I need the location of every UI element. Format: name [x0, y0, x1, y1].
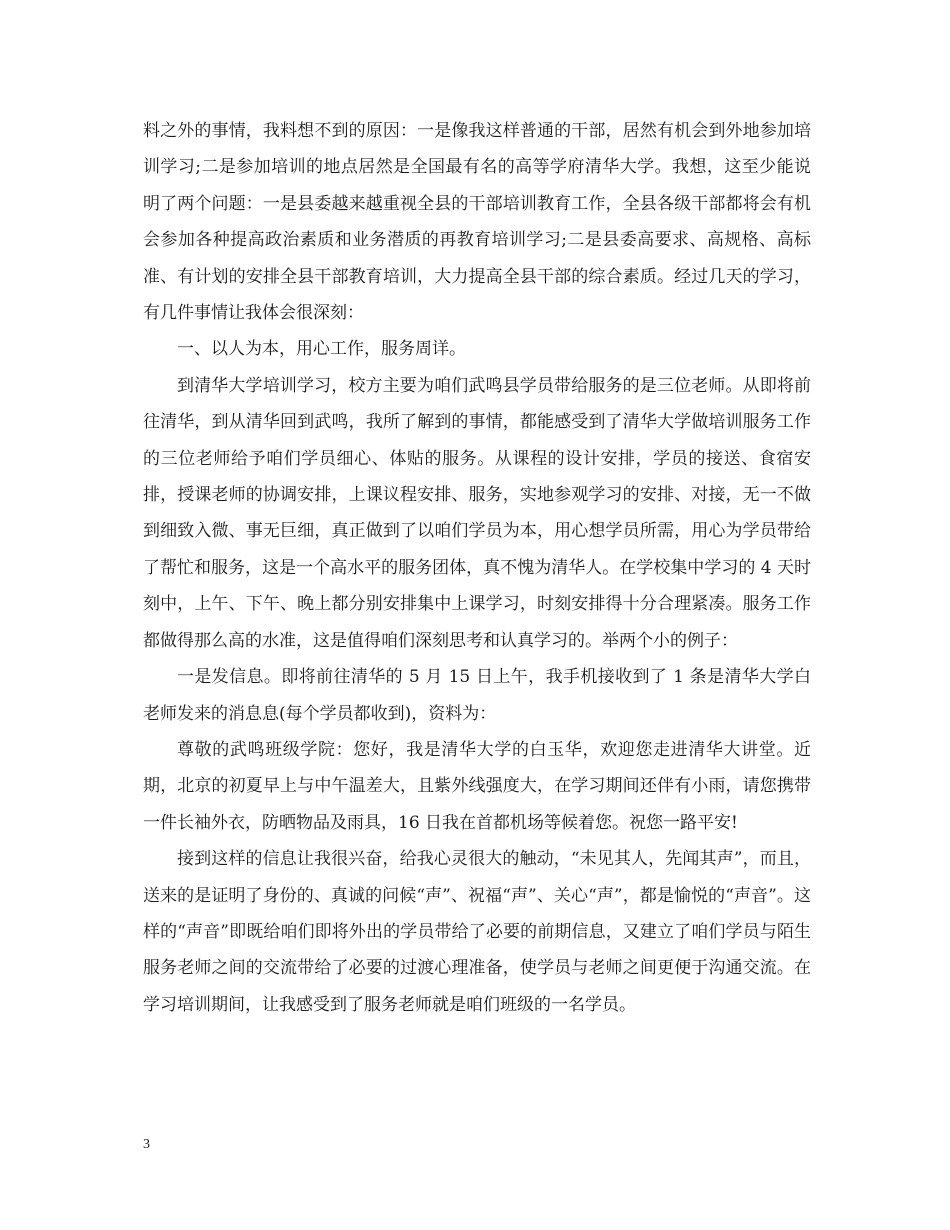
section-heading: 一、以人为本，用心工作，服务周详。 [177, 339, 466, 360]
paragraph-6: 接到这样的信息让我很兴奋，给我心灵很大的触动，“未见其人，先闻其声”，而且，送来的是证明了身份的、真诚的问候“声”、祝福“声”、关心“声”，都是愉悦的“声音”。这样的“声音”即既给咱们即将外出的学员带给了必要的前期信息，又建立了咱们学员与陌生服务老师之间的交流带给了必要的过渡心理准备，使学员与老师之间更便于沟通交流。在学习培训期间，让我感受到了服务老师就是咱们班级的一名学员。 [143, 849, 811, 1015]
paragraph-1: 料之外的事情，我料想不到的原因：一是像我这样普通的干部，居然有机会到外地参加培训学习;二是参加培训的地点居然是全国最有名的高等学府清华大学。我想，这至少能说明了两个问题：一是县委越来越重视全县的干部培训教育工作，全县各级干部都将会有机会参加各种提高政治素质和业务潜质的再教育培训学习;二是县委高要求、高规格、高标准、有计划的安排全县干部教育培训，大力提高全县干部的综合素质。经过几天的学习，有几件事情让我体会很深刻： [143, 121, 811, 324]
document-body [143, 113, 811, 1023]
paragraph-3: 到清华大学培训学习，校方主要为咱们武鸣县学员带给服务的是三位老师。从即将前往清华，到从清华回到武鸣，我所了解到的事情，都能感受到了清华大学做培训服务工作的三位老师给予咱们学员细心、体贴的服务。从课程的设计安排，学员的接送、食宿安排，授课老师的协调安排，上课议程安排、服务，实地参观学习的安排、对接，无一不做到细致入微、事无巨细，真正做到了以咱们学员为本，用心想学员所需，用心为学员带给了帮忙和服务，这是一个高水平的服务团体，真不愧为清华人。在学校集中学习的 4 天时刻中，上午、下午、晚上都分别安排集中上课学习，时刻安排得十分合理紧凑。服务工作都做得那么高的水准，这是值得咱们深刻思考和认真学习的。举两个小的例子： [143, 375, 811, 651]
page-number: 3 [143, 1137, 150, 1152]
quoted-message: 尊敬的武鸣班级学院：您好，我是清华大学的白玉华，欢迎您走进清华大讲堂。近期，北京的初夏早上与中午温差大，且紫外线强度大，在学习期间还伴有小雨，请您携带一件长袖外衣，防晒物品及雨具，16 日我在首都机场等候着您。祝您一路平安! [143, 739, 811, 833]
paragraph-4: 一是发信息。即将前往清华的 5 月 15 日上午，我手机接收到了 1 条是清华大学白老师发来的消息息(每个学员都收到)，资料为： [143, 667, 811, 724]
